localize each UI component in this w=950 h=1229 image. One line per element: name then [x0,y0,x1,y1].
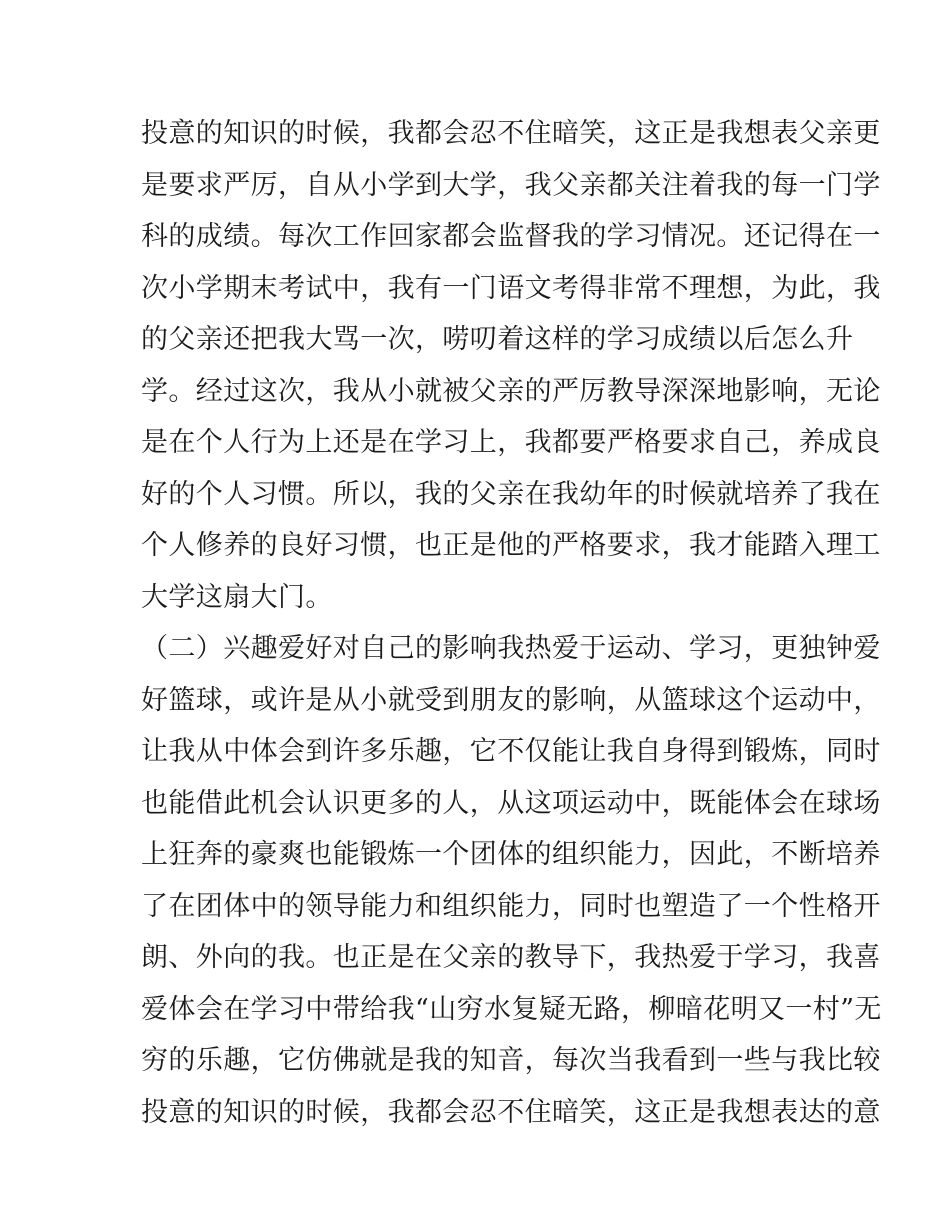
text-line: 投意的知识的时候，我都会忍不住暗笑，这正是我想表达的意 [141,1096,881,1128]
text-line: 次小学期末考试中，我有一门语文考得非常不理想，为此，我 [141,272,881,304]
text-line: 上狂奔的豪爽也能锻炼一个团体的组织能力，因此，不断培养 [141,839,881,870]
text-line: 投意的知识的时候，我都会忍不住暗笑，这正是我想表父亲更 [141,118,881,149]
text-line: 的父亲还把我大骂一次，唠叨着这样的学习成绩以后怎么升 [141,324,854,355]
text-line: 也能借此机会认识更多的人，从这项运动中，既能体会在球场 [141,787,881,819]
text-line: 是在个人行为上还是在学习上，我都要严格要求自己，养成良 [141,427,881,458]
body-text [141,108,882,1138]
text-line: 科的成绩。每次工作回家都会监督我的学习情况。还记得在一 [141,221,881,252]
section-heading-line: （二）兴趣爱好对自己的影响我热爱于运动、学习，更独钟爱 [141,633,881,664]
text-line: 朗、外向的我。也正是在父亲的教导下，我热爱于学习，我喜 [141,942,881,973]
text-line: 让我从中体会到许多乐趣，它不仅能让我自身得到锻炼，同时 [141,736,881,767]
text-line: 爱体会在学习中带给我“山穷水复疑无路，柳暗花明又一村”无 [141,993,882,1025]
text-line: 好篮球，或许是从小就受到朋友的影响，从篮球这个运动中， [141,684,881,716]
text-line: 学。经过这次，我从小就被父亲的严厉教导深深地影响，无论 [141,375,881,407]
text-line: 了在团体中的领导能力和组织能力，同时也塑造了一个性格开 [141,890,881,922]
text-line: 好的个人习惯。所以，我的父亲在我幼年的时候就培养了我在 [141,478,881,510]
text-line: 穷的乐趣，它仿佛就是我的知音，每次当我看到一些与我比较 [141,1045,881,1076]
text-line: 个人修养的良好习惯，也正是他的严格要求，我才能踏入理工 [141,530,881,561]
text-line: 是要求严厉，自从小学到大学，我父亲都关注着我的每一门学 [141,169,881,201]
text-line: 大学这扇大门。 [141,581,333,613]
